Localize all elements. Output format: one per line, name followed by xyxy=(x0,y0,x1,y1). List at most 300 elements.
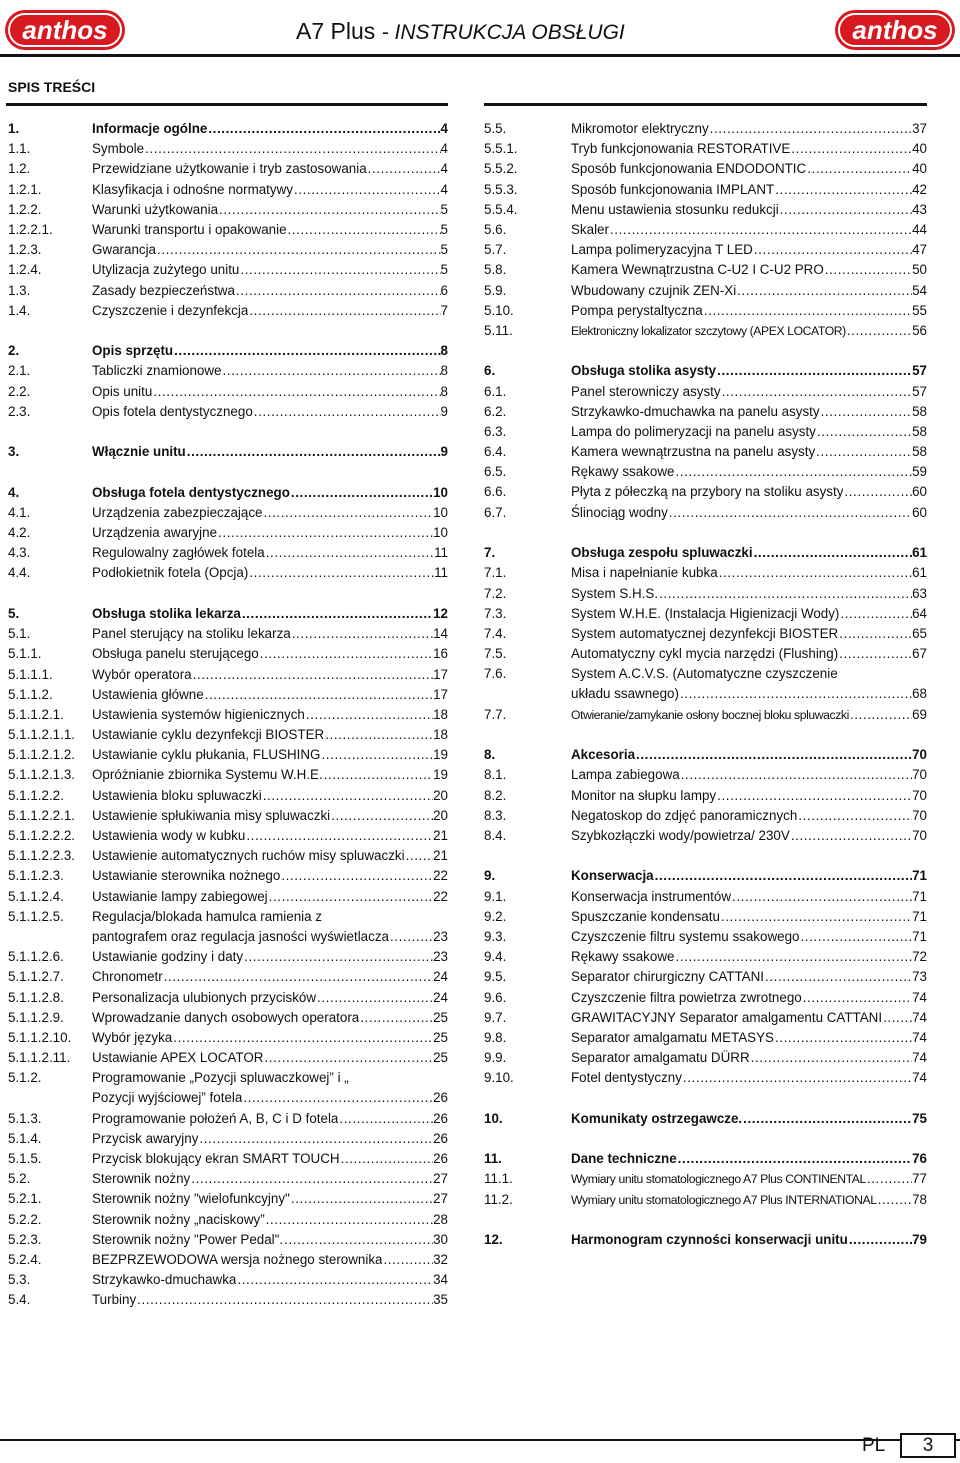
toc-entry-title: Fotel dentystyczny xyxy=(571,1070,682,1086)
toc-leader-dots xyxy=(265,1210,433,1230)
toc-entry-page: 30 xyxy=(433,1231,448,1247)
toc-entry[interactable] xyxy=(484,503,927,523)
toc-entry-page: 10 xyxy=(433,504,448,520)
toc-entry[interactable] xyxy=(8,1028,448,1048)
toc-entry-page: 74 xyxy=(912,1029,927,1045)
toc-entry-title: Ustawienia systemów higienicznych xyxy=(92,706,305,722)
toc-entry-page: 59 xyxy=(912,464,927,480)
toc-entry-number: 5.3. xyxy=(8,1272,31,1288)
toc-entry[interactable] xyxy=(8,240,448,260)
toc-entry[interactable] xyxy=(8,1129,448,1149)
toc-entry-number: 5.1.4. xyxy=(8,1130,42,1146)
toc-leader-dots xyxy=(654,866,912,886)
toc-entry[interactable] xyxy=(484,907,927,927)
toc-entry[interactable] xyxy=(484,301,927,321)
toc-entry-title: Obsługa zespołu spluwaczki xyxy=(571,545,753,561)
document-subtitle: - INSTRUKCJA OBSŁUGI xyxy=(381,21,625,44)
toc-entry-title: Harmonogram czynności konserwacji unitu xyxy=(571,1232,848,1248)
svg-text:anthos: anthos xyxy=(22,15,108,45)
toc-entry-number: 9.1. xyxy=(484,888,507,904)
toc-entry-title: Wymiary unitu stomatologicznego A7 Plus CONTINENTAL xyxy=(571,1172,866,1187)
toc-entry-title: Negatoskop do zdjęć panoramicznych xyxy=(571,807,798,823)
toc-entry-page: 71 xyxy=(912,908,927,924)
toc-entry[interactable] xyxy=(8,685,448,705)
toc-leader-dots xyxy=(349,1068,448,1088)
toc-entry-title: Lampa polimeryzacyjna T LED xyxy=(571,242,753,258)
toc-entry[interactable] xyxy=(484,159,927,179)
toc-entry-number xyxy=(8,927,92,947)
toc-entry-number: 6.7. xyxy=(484,504,507,520)
toc-entry-number: 5.1.2. xyxy=(8,1070,42,1086)
toc-entry-number: 7.1. xyxy=(484,565,507,581)
toc-leader-dots xyxy=(268,887,433,907)
toc-entry[interactable] xyxy=(8,301,448,321)
toc-entry-title: pantografem oraz regulacja jasności wyświetlacza xyxy=(92,928,389,944)
toc-leader-dots xyxy=(190,1169,433,1189)
toc-leader-dots xyxy=(242,1088,433,1108)
toc-entry-number: 12. xyxy=(484,1232,503,1248)
toc-entry[interactable] xyxy=(8,846,448,866)
toc-entry[interactable] xyxy=(484,180,927,200)
toc-entry[interactable] xyxy=(484,1169,927,1189)
toc-entry[interactable] xyxy=(8,644,448,664)
toc-leader-dots xyxy=(367,159,441,179)
toc-leader-dots xyxy=(674,947,912,967)
toc-entry[interactable] xyxy=(8,1210,448,1230)
anthos-logo-right xyxy=(834,8,956,52)
toc-leader-dots xyxy=(323,765,433,785)
toc-entry[interactable] xyxy=(484,765,927,785)
toc-entry-number: 9.8. xyxy=(484,1029,507,1045)
toc-entry[interactable] xyxy=(484,624,927,644)
toc-entry-number: 5.6. xyxy=(484,221,507,237)
toc-leader-dots xyxy=(716,361,912,381)
toc-entry[interactable] xyxy=(484,866,927,886)
toc-entry[interactable] xyxy=(484,664,927,684)
toc-entry-title: Separator amalgamatu DÜRR xyxy=(571,1050,750,1066)
toc-leader-dots xyxy=(790,826,912,846)
toc-leader-dots xyxy=(720,907,912,927)
toc-leader-dots xyxy=(680,765,912,785)
right-column-divider xyxy=(484,103,927,106)
toc-entry-title: Tryb funkcjonowania RESTORATIVE xyxy=(571,141,791,157)
toc-entry-page: 72 xyxy=(912,949,927,965)
toc-entry[interactable] xyxy=(8,624,448,644)
toc-entry-title: Ustawianie cyklu płukania, FLUSHING xyxy=(92,747,321,763)
toc-entry[interactable] xyxy=(8,725,448,745)
toc-entry[interactable] xyxy=(8,927,448,947)
toc-entry-title: Programowanie „Pozycji spluwaczkowej” i „ xyxy=(92,1070,349,1086)
toc-entry-page: 8 xyxy=(440,383,448,399)
toc-entry[interactable] xyxy=(8,220,448,240)
toc-entry-title: Strzykawko-dmuchawka xyxy=(92,1272,237,1288)
toc-section xyxy=(8,483,448,584)
toc-entry-number: 5.1.1.2.8. xyxy=(8,989,64,1005)
toc-entry[interactable] xyxy=(8,988,448,1008)
toc-entry-title: Rękawy ssakowe xyxy=(571,949,675,965)
toc-entry-page: 8 xyxy=(440,343,448,359)
toc-entry-number: 5.1.1.2.7. xyxy=(8,969,64,985)
toc-entry[interactable] xyxy=(8,281,448,301)
toc-entry-page: 34 xyxy=(433,1272,448,1288)
toc-entry[interactable] xyxy=(484,361,927,381)
toc-leader-dots xyxy=(324,725,433,745)
toc-entry[interactable] xyxy=(484,462,927,482)
toc-entry[interactable] xyxy=(8,503,448,523)
toc-leader-dots xyxy=(265,543,434,563)
toc-leader-dots xyxy=(283,1230,433,1250)
toc-entry[interactable] xyxy=(8,402,448,422)
toc-entry-page: 11 xyxy=(434,545,448,561)
toc-entry-title: Podłokietnik fotela (Opcja) xyxy=(92,565,249,581)
toc-leader-dots xyxy=(679,684,912,704)
toc-entry-page: 40 xyxy=(912,141,927,157)
toc-leader-dots xyxy=(235,281,441,301)
toc-entry[interactable] xyxy=(8,563,448,583)
toc-entry[interactable] xyxy=(8,159,448,179)
toc-entry[interactable] xyxy=(8,200,448,220)
toc-entry[interactable] xyxy=(484,684,927,704)
toc-entry-title: Akcesoria xyxy=(571,747,636,763)
toc-entry-number: 9.5. xyxy=(484,969,507,985)
toc-entry-number: 5.5.4. xyxy=(484,201,518,217)
toc-entry-title: Utylizacja zużytego unitu xyxy=(92,262,240,278)
toc-entry-page: 70 xyxy=(912,747,927,763)
toc-entry[interactable] xyxy=(484,947,927,967)
toc-entry-number: 4.1. xyxy=(8,504,31,520)
toc-entry-title: Obsługa stolika asysty xyxy=(571,363,717,379)
toc-entry-title: System W.H.E. (Instalacja Higienizacji Wody) xyxy=(571,605,840,621)
toc-entry-number: 5.7. xyxy=(484,242,507,258)
toc-entry-number: 6.3. xyxy=(484,423,507,439)
toc-entry-number: 5.1.5. xyxy=(8,1151,42,1166)
toc-entry-page: 78 xyxy=(912,1191,927,1207)
toc-entry[interactable] xyxy=(8,483,448,503)
toc-entry[interactable] xyxy=(8,180,448,200)
toc-entry-number: 5.1.1.2.2.2. xyxy=(8,828,76,843)
toc-entry-page: 20 xyxy=(433,807,448,823)
toc-entry[interactable] xyxy=(484,1109,927,1129)
toc-entry[interactable] xyxy=(8,1109,448,1129)
toc-entry-number: 7.3. xyxy=(484,605,507,621)
toc-entry[interactable] xyxy=(8,866,448,886)
toc-leader-dots xyxy=(248,301,440,321)
toc-entry-page: 76 xyxy=(912,1151,927,1167)
toc-entry-number: 11. xyxy=(484,1151,502,1167)
toc-entry[interactable] xyxy=(484,442,927,462)
toc-entry[interactable] xyxy=(8,1048,448,1068)
toc-entry[interactable] xyxy=(484,220,927,240)
toc-entry-number: 2. xyxy=(8,343,20,359)
toc-leader-dots xyxy=(382,1250,433,1270)
toc-entry[interactable] xyxy=(8,806,448,826)
toc-entry-number: 1.4. xyxy=(8,302,31,318)
toc-entry[interactable] xyxy=(8,543,448,563)
toc-entry[interactable] xyxy=(484,1008,927,1028)
toc-section xyxy=(484,361,927,523)
toc-entry[interactable] xyxy=(8,1250,448,1270)
toc-entry-page: 63 xyxy=(912,585,927,601)
toc-leader-dots xyxy=(359,1008,433,1028)
toc-entry-title: Chronometr xyxy=(92,969,163,985)
toc-entry[interactable] xyxy=(8,786,448,806)
toc-leader-dots xyxy=(405,846,434,866)
toc-entry[interactable] xyxy=(484,402,927,422)
toc-entry[interactable] xyxy=(8,745,448,765)
toc-entry[interactable] xyxy=(484,422,927,442)
toc-leader-dots xyxy=(849,705,912,725)
toc-entry[interactable] xyxy=(484,786,927,806)
toc-leader-dots xyxy=(248,563,434,583)
toc-entry[interactable] xyxy=(484,563,927,583)
toc-entry-number: 5.1.1.2.1.1. xyxy=(8,727,76,743)
toc-entry[interactable] xyxy=(8,705,448,725)
toc-entry-number: 5.1.1.2.2.1. xyxy=(8,807,76,823)
toc-entry-page: 10 xyxy=(433,484,448,500)
toc-entry-page: 58 xyxy=(912,423,927,439)
svg-text:anthos: anthos xyxy=(852,15,938,45)
toc-leader-dots xyxy=(156,240,441,260)
toc-entry-number: 9.7. xyxy=(484,1009,507,1025)
toc-entry-page: 68 xyxy=(912,686,927,702)
toc-entry-number: 9.9. xyxy=(484,1050,507,1066)
toc-entry-title: Urządzenia zabezpieczające xyxy=(92,504,263,520)
toc-entry-title: Przycisk blokujący ekran SMART TOUCH xyxy=(92,1151,340,1166)
toc-entry-number: 9.6. xyxy=(484,989,507,1005)
toc-entry[interactable] xyxy=(8,765,448,785)
toc-entry-title: Włącznie unitu xyxy=(92,444,186,460)
toc-entry-page: 4 xyxy=(440,181,448,197)
toc-entry[interactable] xyxy=(8,1169,448,1189)
toc-entry[interactable] xyxy=(8,139,448,159)
toc-entry-number: 3. xyxy=(8,444,20,460)
toc-entry[interactable] xyxy=(484,1190,927,1210)
toc-entry-page: 69 xyxy=(912,706,927,722)
header-divider xyxy=(0,54,960,57)
toc-leader-dots xyxy=(305,705,433,725)
toc-entry-number: 7.5. xyxy=(484,646,507,662)
toc-entry[interactable] xyxy=(8,1068,448,1088)
toc-leader-dots xyxy=(877,1190,912,1210)
toc-entry-title: Opis fotela dentystycznego xyxy=(92,403,253,419)
toc-entry[interactable] xyxy=(8,907,448,927)
toc-entry[interactable] xyxy=(8,887,448,907)
toc-entry-page: 21 xyxy=(433,828,448,843)
toc-entry-title: Sterownik nożny "wielofunkcyjny" xyxy=(92,1191,290,1207)
toc-entry[interactable] xyxy=(484,927,927,947)
toc-leader-dots xyxy=(217,523,433,543)
toc-entry[interactable] xyxy=(8,119,448,139)
toc-entry[interactable] xyxy=(484,482,927,502)
toc-entry-page: 4 xyxy=(440,121,448,136)
toc-entry[interactable] xyxy=(484,705,927,725)
toc-entry-page: 17 xyxy=(433,666,448,682)
toc-leader-dots xyxy=(338,1109,433,1129)
toc-leader-dots xyxy=(764,967,912,987)
toc-section xyxy=(484,866,927,1088)
toc-entry-title: Wybór języka xyxy=(92,1029,173,1045)
toc-leader-dots xyxy=(218,200,441,220)
toc-entry-number: 5.2.3. xyxy=(8,1231,42,1247)
toc-entry[interactable] xyxy=(484,1028,927,1048)
toc-leader-dots xyxy=(824,260,912,280)
toc-entry-title: Komunikaty ostrzegawcze. xyxy=(571,1110,743,1126)
toc-entry-number: 9.10. xyxy=(484,1070,514,1086)
toc-entry[interactable] xyxy=(484,1048,927,1068)
toc-entry[interactable] xyxy=(8,1189,448,1209)
toc-entry-title: Automatyczny cykl mycia narzędzi (Flushing) xyxy=(571,646,839,662)
toc-entry-page: 58 xyxy=(912,403,927,419)
toc-entry[interactable] xyxy=(8,665,448,685)
toc-entry[interactable] xyxy=(484,745,927,765)
toc-entry-page: 4 xyxy=(440,141,448,157)
toc-entry-number: 6.1. xyxy=(484,383,507,399)
toc-leader-dots xyxy=(806,159,912,179)
toc-entry-page: 20 xyxy=(433,787,448,803)
toc-leader-dots xyxy=(846,321,912,341)
toc-leader-dots xyxy=(668,503,912,523)
toc-entry-page: 40 xyxy=(912,161,927,177)
toc-entry[interactable] xyxy=(8,523,448,543)
toc-entry-title: Sterownik nożny "Power Pedal". xyxy=(92,1231,284,1247)
toc-leader-dots xyxy=(838,664,927,684)
toc-entry-number: 5.1.1.2.6. xyxy=(8,949,64,965)
toc-entry[interactable] xyxy=(8,1088,448,1108)
toc-entry-title: Ślinociąg wodny xyxy=(571,504,668,520)
toc-leader-dots xyxy=(290,483,433,503)
toc-entry-title: Sterownik nożny „naciskowy” xyxy=(92,1211,265,1227)
toc-leader-dots xyxy=(779,200,912,220)
toc-entry-title: Tabliczki znamionowe xyxy=(92,363,222,379)
toc-entry[interactable] xyxy=(484,887,927,907)
toc-entry[interactable] xyxy=(484,260,927,280)
toc-entry-title: Symbole xyxy=(92,141,145,157)
toc-entry[interactable] xyxy=(8,967,448,987)
toc-entry[interactable] xyxy=(8,260,448,280)
toc-entry-title: Wbudowany czujnik ZEN-Xi xyxy=(571,282,737,298)
toc-entry[interactable] xyxy=(484,988,927,1008)
toc-entry[interactable] xyxy=(484,1068,927,1088)
toc-entry[interactable] xyxy=(484,240,927,260)
toc-entry-title: System S.H.S. xyxy=(571,585,659,601)
toc-entry-number: 1.2.3. xyxy=(8,242,42,258)
toc-entry-title: Szybkozłączki wody/powietrza/ 230V xyxy=(571,827,790,843)
toc-leader-dots xyxy=(750,1048,912,1068)
toc-entry[interactable] xyxy=(484,119,927,139)
toc-entry-title: Warunki użytkowania xyxy=(92,201,219,217)
toc-entry-page: 70 xyxy=(912,767,927,783)
toc-entry[interactable] xyxy=(8,442,448,462)
toc-entry-number: 1.2. xyxy=(8,161,31,177)
toc-leader-dots xyxy=(241,604,433,624)
toc-entry[interactable] xyxy=(8,826,448,846)
toc-entry-page: 7 xyxy=(440,302,448,318)
anthos-logo-left xyxy=(4,8,126,52)
toc-entry-page: 12 xyxy=(433,605,448,621)
toc-entry[interactable] xyxy=(484,826,927,846)
toc-entry[interactable] xyxy=(8,341,448,361)
toc-entry-title: Pompa perystaltyczna xyxy=(571,302,703,318)
toc-entry-title: Regulacja/blokada hamulca ramienia z xyxy=(92,908,323,924)
toc-leader-dots xyxy=(682,1068,912,1088)
toc-entry-number: 11.2. xyxy=(484,1191,513,1207)
toc-entry-page: 18 xyxy=(433,727,448,743)
toc-entry-page: 28 xyxy=(433,1211,448,1227)
toc-leader-dots xyxy=(320,745,433,765)
toc-entry[interactable] xyxy=(484,200,927,220)
toc-entry[interactable] xyxy=(484,281,927,301)
toc-entry[interactable] xyxy=(8,947,448,967)
toc-entry-page: 27 xyxy=(433,1191,448,1207)
toc-entry[interactable] xyxy=(8,1149,448,1169)
footer-divider xyxy=(0,1439,960,1441)
toc-entry-page: 79 xyxy=(912,1232,927,1248)
toc-entry-title: System automatycznej dezynfekcji BIOSTER xyxy=(571,625,839,641)
toc-entry-page: 57 xyxy=(912,363,927,379)
toc-entry[interactable] xyxy=(8,361,448,381)
toc-entry-page: 10 xyxy=(433,525,448,541)
toc-entry-number: 5.1.1.2. xyxy=(8,686,53,702)
toc-entry[interactable] xyxy=(484,584,927,604)
toc-entry[interactable] xyxy=(8,1230,448,1250)
toc-entry-page: 18 xyxy=(433,706,448,722)
toc-entry-number: 1.2.1. xyxy=(8,181,42,197)
toc-leader-dots xyxy=(816,422,912,442)
toc-entry[interactable] xyxy=(484,1149,927,1169)
toc-entry[interactable] xyxy=(484,604,927,624)
toc-entry-page: 64 xyxy=(912,605,927,621)
toc-entry-page: 17 xyxy=(433,686,448,702)
toc-entry[interactable] xyxy=(8,1270,448,1290)
toc-entry-number: 5.1.1.2.5. xyxy=(8,908,64,924)
toc-entry-page: 70 xyxy=(912,787,927,803)
toc-leader-dots xyxy=(721,382,913,402)
toc-entry[interactable] xyxy=(484,644,927,664)
toc-entry[interactable] xyxy=(8,1008,448,1028)
toc-entry-number: 6.2. xyxy=(484,403,507,419)
toc-entry[interactable] xyxy=(484,543,927,563)
toc-entry[interactable] xyxy=(8,604,448,624)
document-title xyxy=(296,16,625,48)
toc-entry-title: Ustawianie sterownika nożnego xyxy=(92,868,281,884)
toc-entry-title: Obsługa panelu sterującego xyxy=(92,646,259,662)
toc-entry-page: 26 xyxy=(433,1090,448,1106)
toc-entry-title: Ustawianie godziny i daty xyxy=(92,949,244,965)
toc-leader-dots xyxy=(322,907,448,927)
toc-entry[interactable] xyxy=(484,1230,927,1250)
toc-entry-title: Ustawienia bloku spluwaczki xyxy=(92,787,262,803)
toc-entry-page: 19 xyxy=(433,767,448,783)
toc-entry[interactable] xyxy=(8,382,448,402)
toc-entry-number: 9.4. xyxy=(484,949,507,965)
toc-leader-dots xyxy=(774,1028,912,1048)
toc-entry-title: Opis unitu xyxy=(92,383,153,399)
toc-entry-page: 5 xyxy=(440,221,448,237)
toc-entry[interactable] xyxy=(8,1290,448,1310)
toc-entry-title: Informacje ogólne xyxy=(92,121,208,136)
toc-entry-number xyxy=(8,1088,92,1108)
toc-entry[interactable] xyxy=(484,967,927,987)
toc-entry-page: 54 xyxy=(912,282,927,298)
toc-entry-page: 23 xyxy=(433,949,448,965)
toc-entry[interactable] xyxy=(484,321,927,341)
toc-entry[interactable] xyxy=(484,139,927,159)
toc-leader-dots xyxy=(716,786,912,806)
toc-entry[interactable] xyxy=(484,806,927,826)
toc-entry[interactable] xyxy=(484,382,927,402)
toc-entry-number: 1.1. xyxy=(8,141,31,157)
toc-entry-title: Konserwacja instrumentów xyxy=(571,888,732,904)
